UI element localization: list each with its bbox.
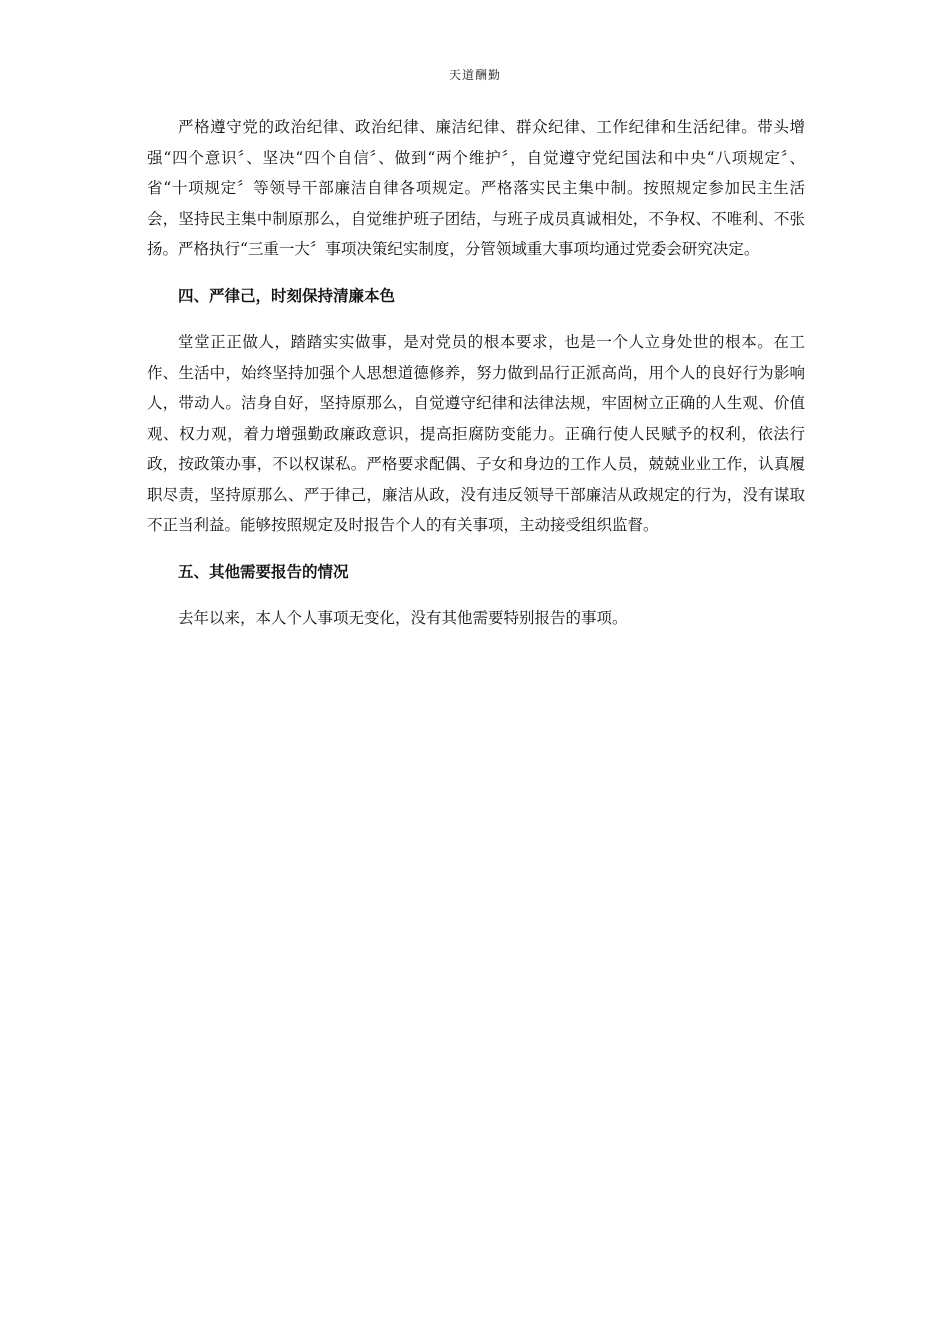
paragraph-discipline: 严格遵守党的政治纪律、政治纪律、廉洁纪律、群众纪律、工作纪律和生活纪律。带头增强“四个意识〞、坚决“四个自信〞、做到“两个维护〞，自觉遵守党纪国法和中央“八项规定〞、省“十项规定〞等领导干部廉洁自律各项规定。严格落实民主集中制。按照规定参加民主生活会，坚持民主集中制原那么，自觉维护班子团结，与班子成员真诚相处，不争权、不唯利、不张扬。严格执行“三重一大〞事项决策纪实制度，分管领域重大事项均通过党委会研究决定。	[147, 118, 805, 258]
paragraph-self-discipline: 堂堂正正做人，踏踏实实做事，是对党员的根本要求，也是一个人立身处世的根本。在工作、生活中，始终坚持加强个人思想道德修养，努力做到品行正派高尚，用个人的良好行为影响人，带动人。洁身自好，坚持原那么，自觉遵守纪律和法律法规，牢固树立正确的人生观、价值观、权力观，着力增强勤政廉政意识，提高拒腐防变能力。正确行使人民赋予的权利，依法行政，按政策办事，不以权谋私。严格要求配偶、子女和身边的工作人员，兢兢业业工作，认真履职尽责，坚持原那么、严于律己，廉洁从政，没有违反领导干部廉洁从政规定的行为，没有谋取不正当利益。能够按照规定及时报告个人的有关事项，主动接受组织监督。	[147, 333, 805, 534]
page-header: 天道酬勤	[448, 68, 501, 82]
paragraph-other-matters: 去年以来，本人个人事项无变化，没有其他需要特别报告的事项。	[178, 609, 628, 627]
document-body	[147, 112, 805, 634]
section-heading-5: 五、其他需要报告的情况	[178, 562, 349, 581]
section-heading-4: 四、严律己，时刻保持清廉本色	[178, 286, 396, 305]
